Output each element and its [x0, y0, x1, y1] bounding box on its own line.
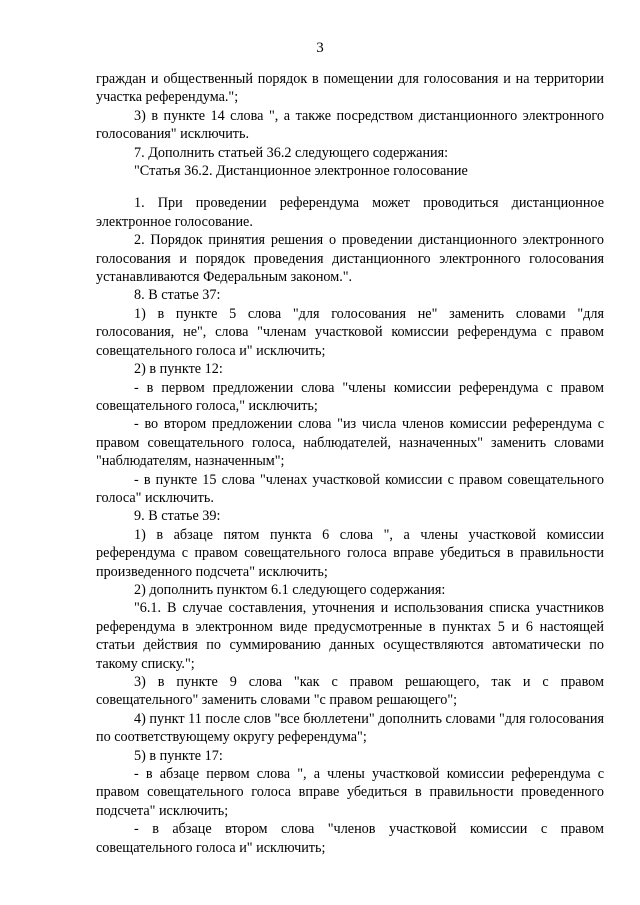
- document-body: [96, 70, 604, 857]
- paragraph-item-3b: 3) в пункте 9 слова "как с правом решающего, так и с правом совещательного" заменить словами "с правом решающего";: [96, 674, 604, 709]
- paragraph-item-4b: 4) пункт 11 после слов "все бюллетени" дополнить словами "для голосования по соответствующему округу референдума";: [96, 710, 604, 746]
- paragraph-item-3: 3) в пункте 14 слова ", а также посредством дистанционного электронного голосования" исключить.: [96, 107, 604, 143]
- page-number: 3: [316, 40, 324, 56]
- paragraph-item-5b: 5) в пункте 17:: [134, 747, 223, 764]
- paragraph-continuation: граждан и общественный порядок в помещении для голосования и на территории участка референдума.";: [96, 71, 604, 106]
- paragraph-item-1b: 1) в абзаце пятом пункта 6 слова ", а члены участковой комиссии референдума с правом совещательного голоса вправе убедиться в правильности произведенного подсчета" исключить;: [96, 526, 604, 580]
- paragraph-dash-1: - в первом предложении слова "члены комиссии референдума с правом совещательного голоса," исключить;: [96, 379, 604, 414]
- paragraph-dash-4: - в абзаце первом слова ", а члены участковой комиссии референдума с правом совещательного голоса вправе убедиться в правильности проведенного подсчета" исключить;: [96, 766, 604, 819]
- paragraph-dash-2: - во втором предложении слова "из числа членов комиссии референдума с правом совещательного голоса, наблюдателей, назначенных" заменить словами "наблюдателям, назначенным";: [96, 416, 604, 470]
- paragraph-item-1: 1) в пункте 5 слова "для голосования не" заменить словами "для голосования, не", слова "членам участковой комиссии референдума с правом совещательного голоса и" исключить;: [96, 305, 604, 359]
- paragraph-article-clause-1: 1. При проведении референдума может проводиться дистанционное электронное голосование.: [96, 195, 604, 230]
- paragraph-quote-6-1: "6.1. В случае составления, уточнения и использования списка участников референдума в электронном виде предусмотренные в пунктах 5 и 6 настоящей статьи действия по суммированию данных осуществляются автоматически по такому списку.";: [96, 600, 604, 672]
- paragraph-item-2: 2) в пункте 12:: [134, 361, 223, 378]
- paragraph-dash-5: - в абзаце втором слова "членов участковой комиссии с правом совещательного голоса и" исключить;: [96, 821, 604, 856]
- paragraph-item-2b: 2) дополнить пунктом 6.1 следующего содержания:: [134, 581, 446, 598]
- paragraph-section-7: 7. Дополнить статьей 36.2 следующего содержания:: [134, 144, 449, 161]
- paragraph-section-8: 8. В статье 37:: [134, 287, 221, 304]
- article-heading: "Статья 36.2. Дистанционное электронное голосование: [134, 163, 468, 180]
- paragraph-article-clause-2: 2. Порядок принятия решения о проведении дистанционного электронного голосования и порядок проведения дистанционного электронного голосования устанавливаются Федеральным законом.".: [96, 232, 604, 286]
- paragraph-section-9: 9. В статье 39:: [134, 508, 221, 525]
- paragraph-dash-3: - в пункте 15 слова "членах участковой комиссии с правом совещательного голоса" исключить.: [96, 471, 604, 506]
